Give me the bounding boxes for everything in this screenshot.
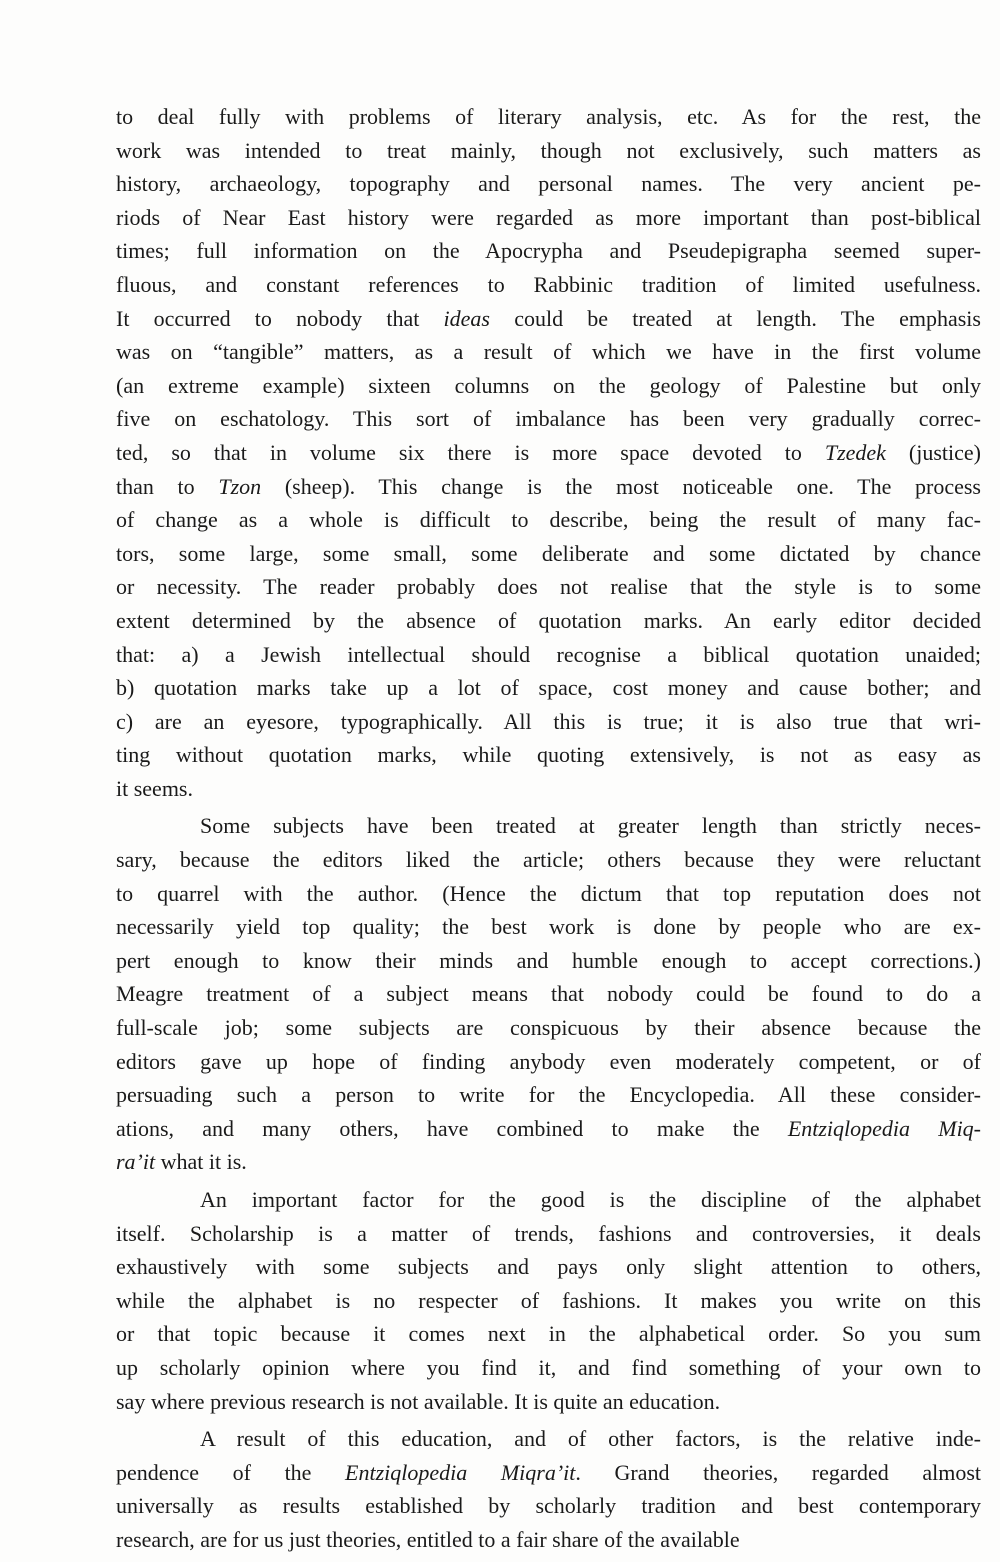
text-line	[116, 167, 981, 201]
text-line	[116, 1078, 981, 1112]
text-segment: research, are for us just theories, entitled to a fair share of the available	[116, 1526, 740, 1552]
text-line	[116, 705, 981, 739]
text-line	[116, 1523, 981, 1557]
text-line	[116, 1351, 981, 1385]
text-line	[116, 772, 981, 806]
text-line	[116, 335, 981, 369]
text-line	[116, 1385, 981, 1419]
text-line	[116, 1489, 981, 1523]
text-segment: It occurred to nobody that	[116, 305, 444, 331]
text-segment: to quarrel with the author. (Hence the dictum that top reputation does not	[116, 880, 981, 906]
text-segment: say where previous research is not available. It is quite an education.	[116, 1388, 721, 1414]
text-segment: pert enough to know their minds and humble enough to accept corrections.)	[116, 947, 981, 973]
text-line	[116, 100, 981, 134]
text-line	[116, 1250, 981, 1284]
text-line	[116, 809, 981, 843]
paragraph	[116, 1422, 981, 1556]
text-line	[116, 268, 981, 302]
text-segment: ted, so that in volume six there is more space devoted to	[116, 439, 825, 465]
text-segment: work was intended to treat mainly, though not exclusively, such matters as	[116, 137, 981, 163]
text-line	[116, 570, 981, 604]
text-segment: times; full information on the Apocrypha and Pseudepigrapha seemed super-	[116, 238, 981, 264]
text-segment: b) quotation marks take up a lot of space, cost money and cause bother; and	[116, 675, 981, 701]
text-line	[116, 134, 981, 168]
text-segment: of change as a whole is difficult to describe, being the result of many fac-	[116, 507, 981, 533]
text-line	[116, 604, 981, 638]
text-line	[116, 302, 981, 336]
text-line	[116, 1317, 981, 1351]
text-line	[116, 1422, 981, 1456]
text-segment: A result of this education, and of other factors, is the relative inde-	[200, 1426, 981, 1452]
text-line	[116, 402, 981, 436]
text-segment: necessarily yield top quality; the best work is done by people who are ex-	[116, 914, 981, 940]
text-segment: was on “tangible” matters, as a result of which we have in the first volume	[116, 339, 981, 365]
paragraph	[116, 1183, 981, 1418]
text-line	[116, 738, 981, 772]
text-line	[116, 234, 981, 268]
text-segment: (justice)	[885, 439, 981, 465]
text-line	[116, 671, 981, 705]
text-segment: (sheep). This change is the most noticeable one. The process	[261, 473, 981, 499]
paragraph	[116, 100, 981, 805]
text-line	[116, 1112, 981, 1146]
text-line	[116, 877, 981, 911]
text-segment: or that topic because it comes next in the alphabetical order. So you sum	[116, 1321, 981, 1347]
text-line	[116, 1456, 981, 1490]
body-text	[116, 100, 981, 1557]
italic-text: Entziqlopedia Miq-	[787, 1115, 982, 1141]
text-line	[116, 1183, 981, 1217]
text-line	[116, 1145, 981, 1179]
text-segment: persuading such a person to write for the Encyclopedia. All these consider-	[116, 1082, 981, 1108]
italic-text: Tzedek	[824, 439, 886, 465]
text-segment: Meagre treatment of a subject means that nobody could be found to do a	[116, 981, 981, 1007]
text-segment: while the alphabet is no respecter of fashions. It makes you write on this	[116, 1287, 981, 1313]
text-line	[116, 537, 981, 571]
text-segment: ting without quotation marks, while quoting extensively, is not as easy as	[116, 742, 981, 768]
text-segment: pendence of the	[116, 1459, 346, 1485]
text-segment: An important factor for the good is the discipline of the alphabet	[200, 1187, 981, 1212]
text-segment: c) are an eyesore, typographically. All this is true; it is also true that wri-	[116, 708, 981, 734]
text-line	[116, 910, 981, 944]
text-line	[116, 369, 981, 403]
text-segment: up scholarly opinion where you find it, and find something of your own to	[116, 1354, 981, 1380]
text-segment: riods of Near East history were regarded as more important than post-biblical	[116, 204, 981, 230]
text-line	[116, 843, 981, 877]
text-line	[116, 977, 981, 1011]
text-segment: . Grand theories, regarded almost	[575, 1459, 982, 1485]
text-line	[116, 503, 981, 537]
text-line	[116, 1011, 981, 1045]
text-segment: than to	[116, 473, 219, 499]
text-segment: extent determined by the absence of quotation marks. An early editor decided	[116, 607, 981, 633]
text-segment: what it is.	[155, 1149, 247, 1175]
text-segment: tors, some large, some small, some deliberate and some dictated by chance	[116, 540, 981, 566]
text-segment: ations, and many others, have combined to make the	[116, 1115, 788, 1141]
text-line	[116, 1284, 981, 1318]
text-segment: sary, because the editors liked the article; others because they were reluctant	[116, 847, 981, 873]
italic-text: Entziqlopedia Miqra’it	[345, 1459, 576, 1485]
text-segment: itself. Scholarship is a matter of trends, fashions and controversies, it deals	[116, 1220, 981, 1246]
text-line	[116, 1217, 981, 1251]
text-line	[116, 1045, 981, 1079]
text-segment: that: a) a Jewish intellectual should recognise a biblical quotation unaided;	[116, 641, 981, 667]
text-segment: five on eschatology. This sort of imbalance has been very gradually correc-	[116, 406, 981, 432]
text-segment: (an extreme example) sixteen columns on the geology of Palestine but only	[116, 372, 981, 398]
text-line	[116, 436, 981, 470]
text-line	[116, 638, 981, 672]
text-segment: Some subjects have been treated at greater length than strictly neces-	[200, 813, 981, 839]
text-line	[116, 470, 981, 504]
text-line	[116, 944, 981, 978]
text-segment: universally as results established by scholarly tradition and best contemporary	[116, 1493, 981, 1519]
italic-text: ideas	[443, 305, 490, 331]
text-segment: history, archaeology, topography and personal names. The very ancient pe-	[116, 171, 981, 197]
text-segment: it seems.	[116, 775, 193, 801]
text-segment: full-scale job; some subjects are conspicuous by their absence because the	[116, 1015, 981, 1041]
paragraph	[116, 809, 981, 1179]
text-line	[116, 201, 981, 235]
text-segment: fluous, and constant references to Rabbinic tradition of limited usefulness.	[116, 271, 981, 297]
italic-text: Tzon	[218, 473, 262, 499]
text-segment: editors gave up hope of finding anybody even moderately competent, or of	[116, 1048, 981, 1074]
italic-text: ra’it	[116, 1149, 156, 1175]
text-segment: to deal fully with problems of literary analysis, etc. As for the rest, the	[116, 104, 981, 129]
text-segment: or necessity. The reader probably does not realise that the style is to some	[116, 574, 981, 600]
text-segment: could be treated at length. The emphasis	[489, 305, 981, 331]
text-segment: exhaustively with some subjects and pays only slight attention to others,	[116, 1254, 981, 1280]
